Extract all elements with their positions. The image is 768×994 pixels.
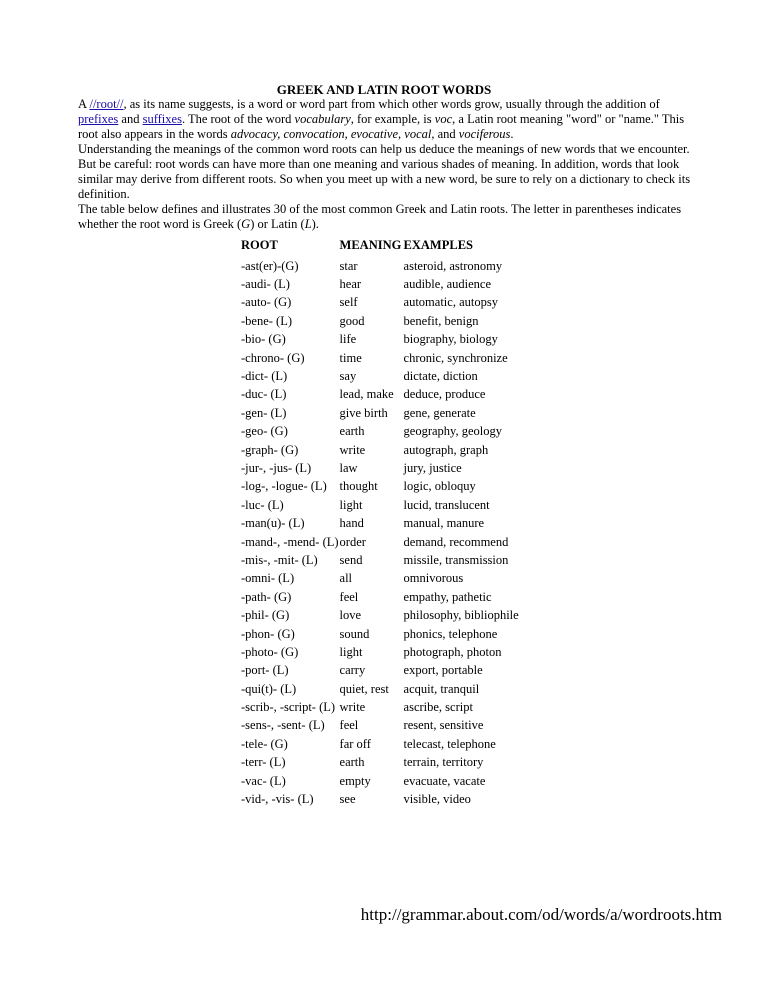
cell-root: -duc- (L)	[241, 387, 287, 402]
cell-examples: biography, biology	[403, 332, 498, 347]
cell-root: -port- (L)	[241, 663, 289, 678]
emphasis-g: G	[241, 217, 251, 231]
root-words-table	[241, 238, 555, 809]
table-row	[241, 367, 555, 385]
intro-paragraph-2: Understanding the meanings of the common word roots can help us deduce the meanings of new words that we encounter. But be careful: root words can have more than one meaning and various shades of meaning. In addition, words that look similar may derive from different roots. So when you meet up with a new word, be sure to rely on a dictionary to check its definition.	[78, 142, 691, 201]
intro-paragraph-3	[78, 202, 698, 232]
table-row	[241, 662, 555, 680]
cell-root: -vid-, -vis- (L)	[241, 792, 314, 807]
cell-meaning: order	[339, 534, 366, 549]
cell-examples: evacuate, vacate	[403, 773, 486, 788]
table-row	[241, 754, 555, 772]
cell-examples: empathy, pathetic	[403, 589, 492, 604]
table-row	[241, 257, 555, 275]
cell-examples: benefit, benign	[403, 313, 479, 328]
emphasis-l: L	[304, 217, 312, 231]
table-row	[241, 275, 555, 293]
text-run: and	[118, 112, 143, 126]
table-row	[241, 478, 555, 496]
cell-root: -mand-, -mend- (L)	[241, 534, 339, 549]
table-row	[241, 496, 555, 514]
cell-root: -mis-, -mit- (L)	[241, 552, 318, 567]
table-row	[241, 717, 555, 735]
cell-examples: deduce, produce	[403, 387, 486, 402]
cell-examples: phonics, telephone	[403, 626, 498, 641]
cell-meaning: self	[339, 295, 358, 310]
text-run: ).	[311, 217, 319, 231]
cell-meaning: lead, make	[339, 387, 394, 402]
cell-examples: dictate, diction	[403, 369, 478, 384]
source-url: http://grammar.about.com/od/words/a/wordroots.htm	[360, 905, 722, 924]
cell-examples: telecast, telephone	[403, 736, 496, 751]
table-row	[241, 514, 555, 532]
cell-meaning: light	[339, 497, 363, 512]
cell-examples: logic, obloquy	[403, 479, 476, 494]
cell-meaning: hear	[339, 277, 362, 292]
cell-examples: demand, recommend	[403, 534, 509, 549]
table-row	[241, 772, 555, 790]
cell-root: -graph- (G)	[241, 442, 299, 457]
cell-meaning: star	[339, 258, 358, 273]
cell-examples: photograph, photon	[403, 644, 502, 659]
cell-root: -scrib-, -script- (L)	[241, 700, 336, 715]
text-run: , for example, is	[350, 112, 435, 126]
cell-examples: automatic, autopsy	[403, 295, 498, 310]
cell-meaning: say	[339, 369, 357, 384]
prefixes-link[interactable]: prefixes	[78, 112, 119, 126]
text-run: .	[510, 127, 514, 141]
emphasis-words: advocacy, convocation, evocative, vocal,	[230, 127, 435, 141]
emphasis-voc: voc	[434, 112, 453, 126]
table-row	[241, 349, 555, 367]
text-run: ) or Latin (	[250, 217, 305, 231]
intro-paragraph-1	[78, 97, 698, 142]
table-row	[241, 735, 555, 753]
table-row	[241, 570, 555, 588]
cell-root: -phil- (G)	[241, 608, 290, 623]
cell-root: -tele- (G)	[241, 736, 288, 751]
cell-root: -phon- (G)	[241, 626, 295, 641]
cell-meaning: see	[339, 792, 356, 807]
table-body	[241, 257, 555, 809]
intro-text	[78, 97, 698, 232]
table-row	[241, 588, 555, 606]
cell-root: -omni- (L)	[241, 571, 295, 586]
cell-examples: lucid, translucent	[403, 497, 490, 512]
cell-root: -log-, -logue- (L)	[241, 479, 327, 494]
cell-root: -auto- (G)	[241, 295, 292, 310]
cell-meaning: carry	[339, 663, 366, 678]
cell-examples: jury, justice	[403, 460, 462, 475]
cell-root: -geo- (G)	[241, 424, 288, 439]
cell-meaning: all	[339, 571, 353, 586]
cell-root: -terr- (L)	[241, 755, 286, 770]
table-row	[241, 423, 555, 441]
cell-root: -jur-, -jus- (L)	[241, 460, 312, 475]
cell-meaning: earth	[339, 424, 365, 439]
cell-examples: gene, generate	[403, 405, 476, 420]
cell-meaning: quiet, rest	[339, 681, 389, 696]
cell-meaning: earth	[339, 755, 365, 770]
header-examples: EXAMPLES	[403, 238, 473, 252]
cell-meaning: give birth	[339, 405, 388, 420]
cell-meaning: thought	[339, 479, 378, 494]
table-header-row	[241, 238, 555, 257]
cell-root: -bene- (L)	[241, 313, 293, 328]
cell-root: -sens-, -sent- (L)	[241, 718, 325, 733]
cell-root: -audi- (L)	[241, 277, 290, 292]
text-run: , a Latin root meaning "word" or "name." This root also appears in the words	[78, 112, 685, 141]
cell-root: -ast(er)-(G)	[241, 258, 299, 273]
cell-meaning: good	[339, 313, 365, 328]
cell-examples: chronic, synchronize	[403, 350, 508, 365]
table-row	[241, 606, 555, 624]
cell-root: -bio- (G)	[241, 332, 286, 347]
cell-meaning: love	[339, 608, 362, 623]
cell-examples: acquit, tranquil	[403, 681, 480, 696]
cell-meaning: write	[339, 700, 366, 715]
cell-examples: geography, geology	[403, 424, 502, 439]
cell-root: -luc- (L)	[241, 497, 284, 512]
cell-examples: manual, manure	[403, 516, 485, 531]
text-run: The table below defines and illustrates 30 of the most common Greek and Latin roots. The letter in parentheses indicates whether the root word is Greek (	[78, 202, 682, 231]
header-root: ROOT	[241, 238, 278, 252]
cell-examples: philosophy, bibliophile	[403, 608, 519, 623]
cell-root: -chrono- (G)	[241, 350, 305, 365]
cell-meaning: life	[339, 332, 357, 347]
table-row	[241, 312, 555, 330]
cell-examples: terrain, territory	[403, 755, 484, 770]
page-title: GREEK AND LATIN ROOT WORDS	[276, 82, 492, 97]
text-run: and	[434, 127, 459, 141]
table-row	[241, 625, 555, 643]
table-row	[241, 790, 555, 808]
emphasis-vocabulary: vocabulary	[294, 112, 351, 126]
cell-examples: export, portable	[403, 663, 483, 678]
cell-meaning: feel	[339, 589, 359, 604]
cell-examples: autograph, graph	[403, 442, 489, 457]
header-meaning: MEANING	[339, 238, 402, 252]
cell-meaning: far off	[339, 736, 371, 751]
cell-examples: asteroid, astronomy	[403, 258, 503, 273]
table-row	[241, 459, 555, 477]
table-row	[241, 551, 555, 569]
table-row	[241, 331, 555, 349]
cell-meaning: light	[339, 644, 363, 659]
cell-root: -gen- (L)	[241, 405, 287, 420]
cell-meaning: law	[339, 460, 358, 475]
table-row	[241, 680, 555, 698]
cell-root: -path- (G)	[241, 589, 292, 604]
table-row	[241, 698, 555, 716]
cell-meaning: time	[339, 350, 362, 365]
cell-examples: ascribe, script	[403, 700, 473, 715]
cell-meaning: hand	[339, 516, 364, 531]
table-row	[241, 404, 555, 422]
suffixes-link[interactable]: suffixes	[142, 112, 182, 126]
cell-root: -photo- (G)	[241, 644, 299, 659]
cell-root: -qui(t)- (L)	[241, 681, 297, 696]
cell-meaning: send	[339, 552, 363, 567]
table-row	[241, 643, 555, 661]
table-row	[241, 441, 555, 459]
cell-meaning: feel	[339, 718, 359, 733]
root-link[interactable]: //root//	[89, 97, 124, 111]
emphasis-vociferous: vociferous	[458, 127, 511, 141]
cell-examples: resent, sensitive	[403, 718, 484, 733]
text-run: A	[78, 97, 90, 111]
cell-examples: visible, video	[403, 792, 471, 807]
cell-examples: audible, audience	[403, 277, 491, 292]
cell-examples: omnivorous	[403, 571, 464, 586]
table-row	[241, 294, 555, 312]
cell-meaning: sound	[339, 626, 370, 641]
cell-root: -man(u)- (L)	[241, 516, 305, 531]
text-run: , as its name suggests, is a word or word part from which other words grow, usually through the addition of	[123, 97, 660, 111]
cell-meaning: empty	[339, 773, 371, 788]
cell-root: -vac- (L)	[241, 773, 286, 788]
cell-examples: missile, transmission	[403, 552, 509, 567]
text-run: . The root of the word	[181, 112, 295, 126]
cell-root: -dict- (L)	[241, 369, 288, 384]
table-row	[241, 533, 555, 551]
table-row	[241, 386, 555, 404]
cell-meaning: write	[339, 442, 366, 457]
